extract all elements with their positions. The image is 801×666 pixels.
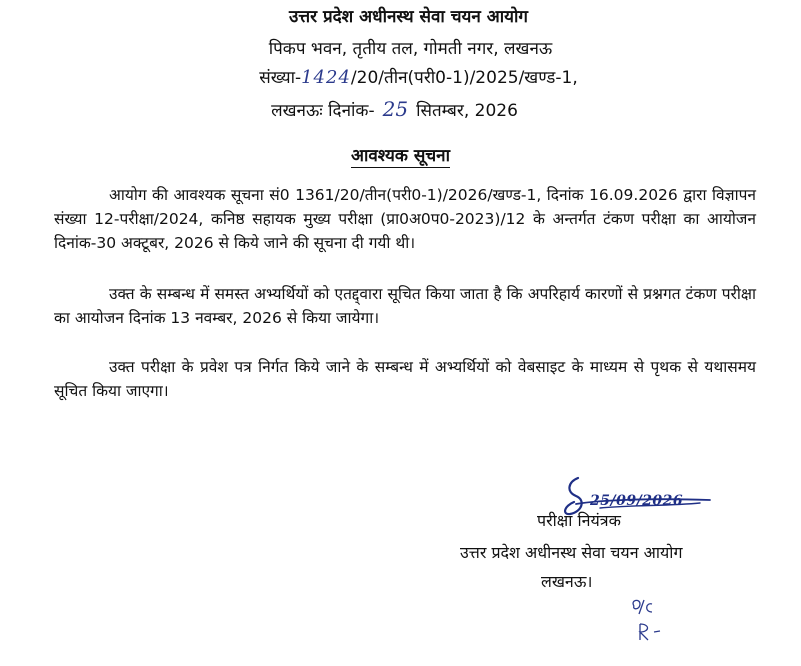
notice-paragraph: उक्त परीक्षा के प्रवेश पत्र निर्गत किये जाने के सम्बन्ध में अभ्यर्थियों को वेबसाइट के माध्यम से पृथक से यथासमय सूचित किया जाएगा। (54, 358, 756, 400)
reference-number (18, 67, 801, 89)
notice-paragraph: उक्त के सम्बन्ध में समस्त अभ्यर्थियों को एतद्द्वारा सूचित किया जाता है कि अपरिहार्य कारणों से प्रश्नगत टंकण परीक्षा का आयोजन दिनांक 13 नवम्बर, 2026 से किया जायेगा। (54, 285, 756, 327)
signatory-designation: परीक्षा नियंत्रक (537, 511, 621, 530)
date-prefix: लखनऊः दिनांक- (271, 101, 375, 121)
handwritten-reference-number: 1424 (301, 67, 351, 88)
notice-paragraph: आयोग की आवश्यक सूचना सं0 1361/20/तीन(परी0-1)/2026/खण्ड-1, दिनांक 16.09.2026 द्वारा विज्ञापन संख्या 12-परीक्षा/2024, कनिष्ठ सहायक मुख्य परीक्षा (प्रा0अ0प0-2023)/12 के अन्तर्गत टंकण परीक्षा का आयोजन दिनांक-30 अक्टूबर, 2026 से किये जाने की सूचना दी गयी थी। (54, 186, 756, 252)
signatory-organization: उत्तर प्रदेश अधीनस्थ सेवा चयन आयोग (460, 543, 683, 562)
organization-title: उत्तर प्रदेश अधीनस्थ सेवा चयन आयोग (289, 7, 528, 27)
signatory-place: लखनऊ। (541, 572, 593, 591)
handwritten-date-day: 25 (382, 97, 409, 121)
reference-suffix: /20/तीन(परी0-1)/2025/खण्ड-1, (350, 68, 578, 88)
notice-heading (0, 145, 801, 167)
issue-date (0, 98, 795, 122)
reference-prefix: संख्या- (259, 68, 302, 88)
notice-heading-text: आवश्यक सूचना (350, 146, 450, 166)
handwritten-margin-note (626, 596, 686, 656)
handwritten-signature-date: 25/09/2026 (590, 493, 684, 509)
date-suffix: सितम्बर, 2026 (416, 101, 518, 121)
organization-address: पिकप भवन, तृतीय तल, गोमती नगर, लखनऊ (268, 39, 553, 59)
